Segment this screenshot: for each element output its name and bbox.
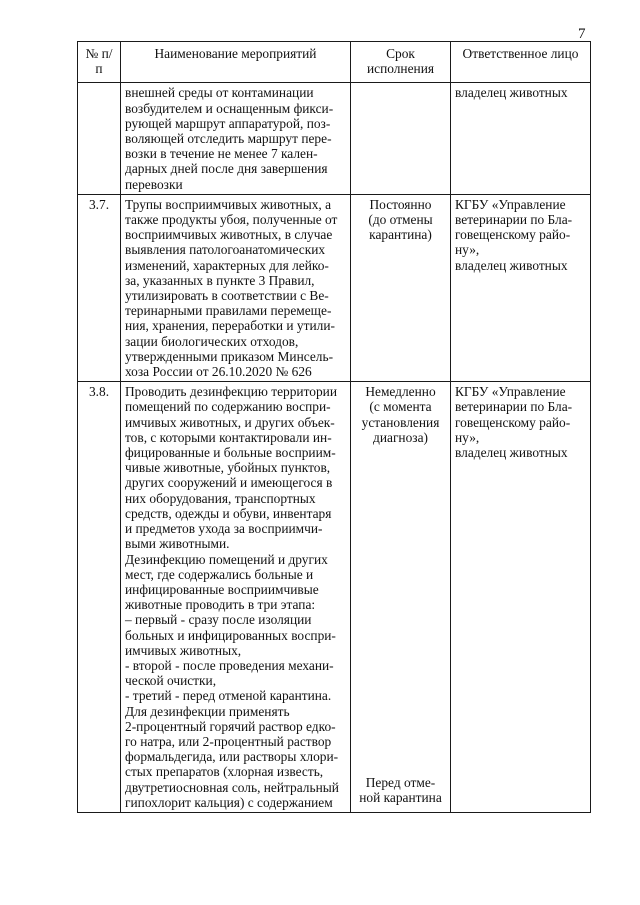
responsible-line: ну», bbox=[455, 429, 480, 445]
measure-line: Для дезинфекции применять bbox=[125, 703, 290, 719]
header-responsible: Ответственное лицо bbox=[451, 42, 591, 83]
measure-line: теринарными правилами перемеще- bbox=[125, 303, 332, 319]
responsible-line: владелец животных bbox=[455, 445, 568, 461]
header-measures: Наименование мероприятий bbox=[121, 42, 351, 83]
page-number: 7 bbox=[578, 26, 586, 42]
table-row bbox=[78, 382, 591, 813]
measure-line: них оборудования, транспортных bbox=[125, 490, 316, 506]
responsible-line: ветеринарии по Бла- bbox=[455, 212, 573, 228]
measure-line: чивые животные, убойных пунктов, bbox=[125, 460, 331, 476]
measure-line: гипохлорит кальция) с содержанием bbox=[125, 794, 333, 810]
term-line: Постоянно bbox=[369, 196, 432, 212]
measure-line: за, указанных в пункте 3 Правил, bbox=[125, 272, 315, 288]
measure-line: также продукты убоя, полученные от bbox=[125, 212, 338, 228]
measure-line: - третий - перед отменой карантина. bbox=[125, 688, 332, 704]
table-row bbox=[78, 83, 591, 194]
measure-line: ния, хранения, переработки и утили- bbox=[125, 318, 335, 334]
measure-cell bbox=[121, 83, 351, 194]
measure-line: хоза России от 26.10.2020 № 626 bbox=[125, 364, 312, 380]
measure-line: зации биологических отходов, bbox=[125, 333, 299, 349]
measure-line: возки в течение не менее 7 кален- bbox=[125, 146, 318, 162]
responsible-line: КГБУ «Управление bbox=[455, 196, 566, 212]
measure-line: средств, одежды и обуви, инвентаря bbox=[125, 505, 332, 521]
measure-line: воляющей отследить маршрут пере- bbox=[125, 131, 332, 147]
measure-line: стых препаратов (хлорная известь, bbox=[125, 764, 324, 780]
measure-line: формальдегида, или растворы хлори- bbox=[125, 749, 339, 765]
measure-line: и предметов ухода за восприимчи- bbox=[125, 521, 323, 537]
term-cell bbox=[351, 83, 451, 194]
responsible-line: владелец животных bbox=[455, 257, 568, 273]
term-spacer bbox=[355, 445, 446, 775]
term-line: Немедленно bbox=[365, 384, 436, 400]
term-line: (с момента bbox=[369, 399, 432, 415]
term-line: диагноза) bbox=[373, 429, 428, 445]
measure-line: - второй - после проведения механи- bbox=[125, 657, 334, 673]
responsible-cell bbox=[451, 194, 591, 381]
responsible-line: владелец животных bbox=[455, 85, 568, 101]
measure-line: восприимчивых животных, в случае bbox=[125, 227, 333, 243]
measure-line: дарных дней после дня завершения bbox=[125, 161, 328, 177]
measure-line: возбудителем и оснащенным фикси- bbox=[125, 100, 334, 116]
responsible-line: ну», bbox=[455, 242, 480, 258]
table-header-row bbox=[78, 42, 591, 83]
responsible-cell bbox=[451, 83, 591, 194]
measure-line: инфицированные восприимчивые bbox=[125, 581, 319, 597]
term-cell bbox=[351, 194, 451, 381]
measure-line: перевозки bbox=[125, 176, 183, 192]
measure-line: фицированные и больные восприим- bbox=[125, 445, 336, 461]
responsible-line: говещенскому райо- bbox=[455, 414, 571, 430]
measure-line: других сооружений и имеющегося в bbox=[125, 475, 333, 491]
measure-line: утилизировать в соответствии с Ве- bbox=[125, 288, 329, 304]
measure-cell bbox=[121, 194, 351, 381]
term-line: установления bbox=[361, 414, 440, 430]
measure-line: имчивых животных, и других объек- bbox=[125, 414, 335, 430]
responsible-line: говещенскому райо- bbox=[455, 227, 571, 243]
measure-line: больных и инфицированных воспри- bbox=[125, 627, 336, 643]
measure-line: ческой очистки, bbox=[125, 673, 217, 689]
responsible-line: ветеринарии по Бла- bbox=[455, 399, 573, 415]
responsible-cell bbox=[451, 382, 591, 813]
measure-line: Проводить дезинфекцию территории bbox=[125, 384, 337, 400]
measure-line: утвержденными приказом Минсель- bbox=[125, 348, 334, 364]
measure-line: го натра, или 2-процентный раствор bbox=[125, 733, 332, 749]
measure-line: мест, где содержались больные и bbox=[125, 566, 314, 582]
row-number: 3.8. bbox=[78, 382, 121, 813]
measures-table bbox=[77, 41, 591, 813]
measure-line: помещений по содержанию воспри- bbox=[125, 399, 331, 415]
measure-line: выми животными. bbox=[125, 536, 230, 552]
row-number: 3.7. bbox=[78, 194, 121, 381]
row-number bbox=[78, 83, 121, 194]
header-number: № п/п bbox=[78, 42, 121, 83]
term-line: (до отмены bbox=[368, 212, 433, 228]
measure-line: внешней среды от контаминации bbox=[125, 85, 314, 101]
term-cell bbox=[351, 382, 451, 813]
measure-line: двутретиосновная соль, нейтральный bbox=[125, 779, 339, 795]
measure-line: – первый - сразу после изоляции bbox=[125, 612, 312, 628]
table-row bbox=[78, 194, 591, 381]
measure-cell bbox=[121, 382, 351, 813]
measure-line: 2-процентный горячий раствор едко- bbox=[125, 718, 336, 734]
term-line: карантина) bbox=[369, 227, 432, 243]
measure-line: Трупы восприимчивых животных, а bbox=[125, 196, 332, 212]
measure-line: выявления патологоанатомических bbox=[125, 242, 326, 258]
measure-line: имчивых животных, bbox=[125, 642, 242, 658]
measure-line: тов, с которыми контактировали ин- bbox=[125, 429, 332, 445]
header-term: Срок исполнения bbox=[351, 42, 451, 83]
measure-line: рующей маршрут аппаратурой, поз- bbox=[125, 115, 331, 131]
measure-line: животные проводить в три этапа: bbox=[125, 597, 316, 613]
measure-line: Дезинфекцию помещений и других bbox=[125, 551, 328, 567]
term-line: Перед отме- bbox=[365, 775, 436, 791]
term-line: ной карантина bbox=[359, 790, 442, 806]
responsible-line: КГБУ «Управление bbox=[455, 384, 566, 400]
measure-line: изменений, характерных для лейко- bbox=[125, 257, 329, 273]
